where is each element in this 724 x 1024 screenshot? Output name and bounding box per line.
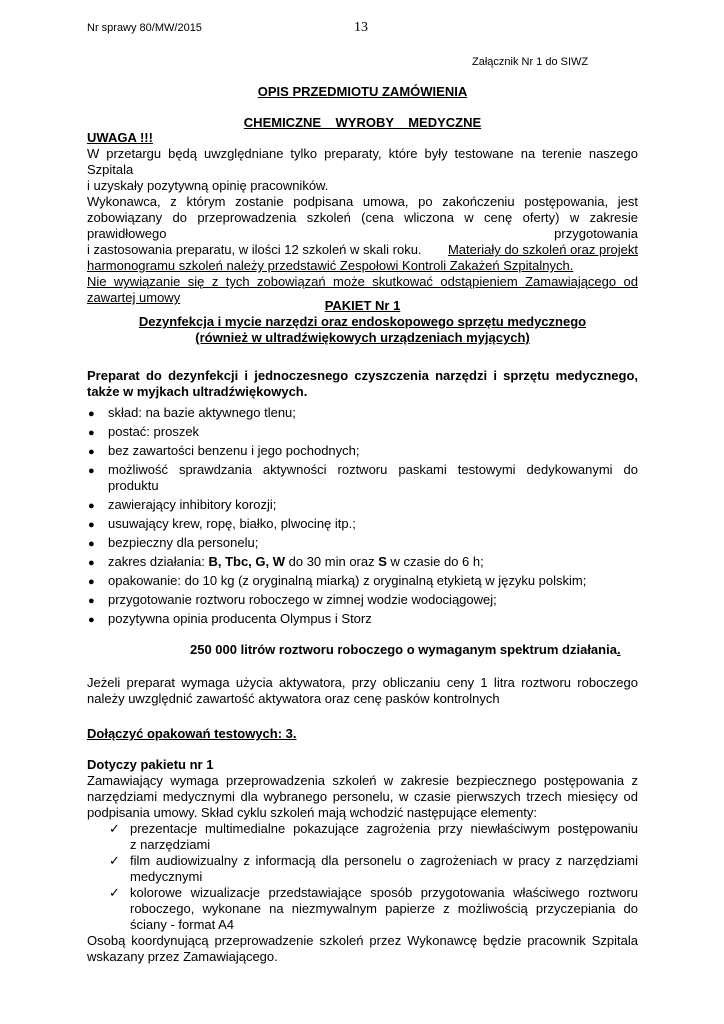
uwaga-line-5: zobowiązany do przeprowadzenia szkoleń (cena wliczona w cenę oferty) w zakresie	[87, 210, 638, 225]
uwaga-heading: UWAGA !!!	[87, 130, 153, 145]
uwaga-line-10: zawartej umowy	[87, 290, 181, 305]
check-item-2a: film audiowizualny z informacją dla personelu o zagrożeniach w pracy z narzędziami	[130, 853, 638, 868]
dotyczy-line-1: Zamawiający wymaga przeprowadzenia szkoleń w zakresie bezpiecznego postępowania z	[87, 773, 638, 788]
dotyczy-line-3: podpisania umowy. Skład cyklu szkoleń mają wchodzić następujące elementy:	[87, 805, 537, 820]
uwaga-line-1: W przetargu będą uwzględniane tylko preparaty, które były testowane na terenie naszego	[87, 146, 638, 161]
scope-label: zakres działania:	[108, 554, 209, 569]
uwaga-line-7-text: i zastosowania preparatu, w ilości 12 szkoleń w skali roku.	[87, 242, 422, 257]
uwaga-line-7	[87, 242, 638, 258]
scope-post: w czasie do 6 h;	[386, 554, 484, 569]
uwaga-line-3: i uzyskały pozytywną opinię pracowników.	[87, 178, 329, 193]
scope-s: S	[378, 554, 387, 569]
uwaga-line-4: Wykonawca, z którym zostanie podpisana umowa, po zakończeniu postępowania, jest	[87, 194, 638, 209]
bullet-icon: ●	[88, 576, 95, 588]
bullet-item-10: przygotowanie roztworu roboczego w zimnej wodzie wodociągowej;	[108, 592, 497, 607]
bullet-icon: ●	[88, 446, 95, 458]
bullet-icon: ●	[88, 595, 95, 607]
uwaga-line-7-underlined: Materiały do szkoleń oraz projekt	[447, 242, 638, 257]
check-item-3c: ściany - format A4	[130, 917, 235, 932]
dotyczy-line-4: Osobą koordynującą przeprowadzenie szkoleń przez Wykonawcę będzie pracownik Szpitala	[87, 933, 638, 948]
bullet-item-3: bez zawartości benzenu i jego pochodnych;	[108, 443, 360, 458]
bullet-icon: ●	[88, 427, 95, 439]
uwaga-line-8: harmonogramu szkoleń należy przedstawić Zespołowi Kontroli Zakażeń Szpitalnych.	[87, 258, 574, 273]
preparat-line-1: Preparat do dezynfekcji i jednoczesnego czyszczenia narzędzi i sprzętu medycznego,	[87, 368, 638, 383]
bullet-item-6: usuwający krew, ropę, białko, plwocinę itp.;	[108, 516, 356, 531]
volume-text: 250 000 litrów roztworu roboczego o wymaganym spektrum działania	[190, 642, 617, 657]
preparat-line-2: także w myjkach ultradźwiękowych.	[87, 384, 308, 399]
scope-codes: B, Tbc, G, W	[208, 554, 286, 569]
aktywator-line-2: należy uwzględnić zawartość aktywatora oraz cenę pasków kontrolnych	[87, 691, 500, 706]
dotyczy-line-5: wskazany przez Zamawiającego.	[87, 949, 278, 964]
check-item-2b: medycznymi	[130, 869, 203, 884]
bullet-item-9: opakowanie: do 10 kg (z oryginalną miarką) z oryginalną etykietą w języku polskim;	[108, 573, 587, 588]
bullet-icon: ●	[88, 465, 95, 477]
pakiet-title: PAKIET Nr 1	[324, 298, 401, 313]
volume-dot: .	[616, 642, 621, 657]
bullet-icon: ●	[88, 408, 95, 420]
bullet-item-4b: produktu	[108, 478, 159, 493]
document-title: OPIS PRZEDMIOTU ZAMÓWIENIA	[257, 84, 468, 99]
bullet-item-1: skład: na bazie aktywnego tlenu;	[108, 405, 296, 420]
case-number: Nr sprawy 80/MW/2015	[87, 22, 202, 34]
uwaga-line-2: Szpitala	[87, 162, 134, 177]
uwaga-line-9: Nie wywiązanie się z tych zobowiązań może skutkować odstąpieniem Zamawiającego od	[87, 274, 638, 289]
pakiet-line-2: (również w ultradźwiękowych urządzeniach myjących)	[195, 330, 530, 345]
check-icon: ✓	[109, 821, 120, 836]
uwaga-line-6-right: przygotowania	[554, 226, 638, 241]
check-item-3b: roboczego, wykonane na niezmywalnym papierze z możliwością przyczepiania do	[130, 901, 638, 916]
bullet-icon: ●	[88, 519, 95, 531]
volume-requirement	[190, 642, 621, 657]
scope-mid: do 30 min oraz	[285, 554, 379, 569]
check-item-3a: kolorowe wizualizacje przedstawiające sposób przygotowania właściwego roztworu	[130, 885, 638, 900]
bullet-icon: ●	[88, 614, 95, 626]
uwaga-line-6	[87, 226, 638, 242]
dotyczy-line-2: narzędziami medycznymi dla wybranego personelu, w czasie pierwszych trzech miesięcy od	[87, 789, 638, 804]
aktywator-line-1: Jeżeli preparat wymaga użycia aktywatora, przy obliczaniu ceny 1 litra roztworu roboczego	[87, 675, 638, 690]
bullet-item-4a: możliwość sprawdzania aktywności roztworu paskami testowymi dedykowanymi do	[108, 462, 638, 477]
bullet-item-5: zawierający inhibitory korozji;	[108, 497, 277, 512]
check-icon: ✓	[109, 885, 120, 900]
check-item-1a: prezentacje multimedialne pokazujące zagrożenia przy niewłaściwym postępowaniu	[130, 821, 638, 836]
uwaga-line-6-left: prawidłowego	[87, 226, 167, 241]
dotyczy-heading: Dotyczy pakietu nr 1	[87, 757, 214, 772]
bullet-item-7: bezpieczny dla personelu;	[108, 535, 259, 550]
test-packages: Dołączyć opakowań testowych: 3.	[87, 726, 297, 741]
check-item-1b: z narzędziami	[130, 837, 211, 852]
bullet-icon: ●	[88, 557, 95, 569]
pakiet-line-1: Dezynfekcja i mycie narzędzi oraz endoskopowego sprzętu medycznego	[138, 314, 587, 329]
bullet-icon: ●	[88, 500, 95, 512]
bullet-item-11: pozytywna opinia producenta Olympus i Storz	[108, 611, 372, 626]
bullet-item-2: postać: proszek	[108, 424, 200, 439]
check-icon: ✓	[109, 853, 120, 868]
document-subtitle: CHEMICZNE WYROBY MEDYCZNE	[243, 115, 482, 130]
bullet-item-8	[108, 554, 638, 570]
page-number: 13	[354, 20, 368, 35]
bullet-icon: ●	[88, 538, 95, 550]
annex-label: Załącznik Nr 1 do SIWZ	[472, 56, 589, 68]
